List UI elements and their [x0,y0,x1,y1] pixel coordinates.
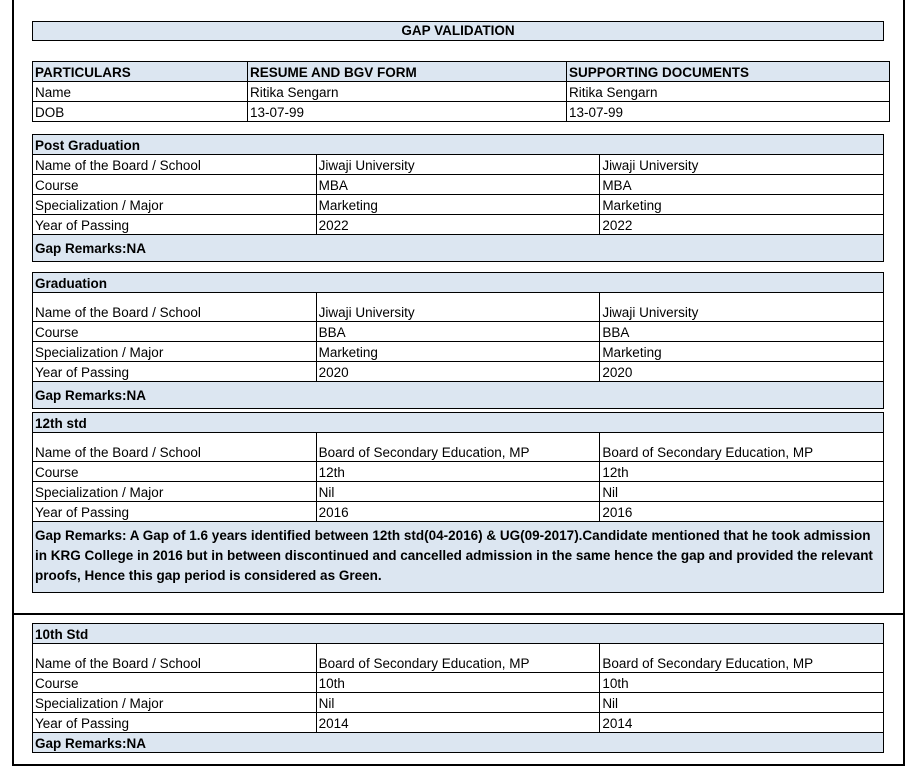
resume-value: Board of Secondary Education, MP [316,644,600,673]
page-break-line [12,613,905,615]
section-title-row [33,135,884,155]
row-label: Year of Passing [33,713,317,733]
docs-value: Nil [600,693,884,713]
row-label: Name of the Board / School [33,155,317,175]
resume-value: Marketing [316,195,600,215]
table-row [33,673,884,693]
row-label: Year of Passing [33,215,317,235]
docs-value: Marketing [600,342,884,362]
section-title-row [33,624,884,644]
table-row [33,502,884,522]
header-row [33,62,890,82]
docs-value: Jiwaji University [600,293,884,322]
resume-value: Nil [316,482,600,502]
gap-remarks-row [33,382,884,409]
resume-value: MBA [316,175,600,195]
row-label: Course [33,462,317,482]
table-row [33,644,884,673]
table-row [33,362,884,382]
table-row [33,693,884,713]
row-label: Course [33,175,317,195]
row-label: Specialization / Major [33,482,317,502]
docs-value: 2014 [600,713,884,733]
graduation-table [32,272,884,409]
docs-value: Marketing [600,195,884,215]
table-row [33,433,884,462]
table-row [33,102,890,122]
resume-value: 2014 [316,713,600,733]
header-particulars: PARTICULARS [33,62,248,82]
twelfth-table [32,412,884,593]
gap-remarks-row [33,235,884,262]
post-graduation-table [32,134,884,262]
resume-value: Board of Secondary Education, MP [316,433,600,462]
docs-value: MBA [600,175,884,195]
resume-value: BBA [316,322,600,342]
row-label: DOB [33,102,248,122]
table-row [33,195,884,215]
row-label: Specialization / Major [33,693,317,713]
docs-value: Jiwaji University [600,155,884,175]
table-row [33,215,884,235]
table-row [33,462,884,482]
section-title-row [33,273,884,293]
header-supporting: SUPPORTING DOCUMENTS [567,62,890,82]
resume-value: Marketing [316,342,600,362]
docs-value: 2022 [600,215,884,235]
resume-value: 12th [316,462,600,482]
resume-value: Nil [316,693,600,713]
row-label: Year of Passing [33,362,317,382]
table-row [33,342,884,362]
row-label: Course [33,322,317,342]
personal-table [32,61,890,122]
docs-value: 2016 [600,502,884,522]
section-title: 10th Std [33,624,884,644]
table-row [33,82,890,102]
docs-value: 10th [600,673,884,693]
table-row [33,713,884,733]
resume-value: Ritika Sengarn [248,82,567,102]
gap-remarks: Gap Remarks:NA [33,733,884,753]
resume-value: 2016 [316,502,600,522]
docs-value: 13-07-99 [567,102,890,122]
gap-remarks-row [33,522,884,593]
section-title: Post Graduation [33,135,884,155]
docs-value: 2020 [600,362,884,382]
docs-value: Board of Secondary Education, MP [600,433,884,462]
gap-remarks-row [33,733,884,753]
tenth-table [32,623,884,753]
section-title: Graduation [33,273,884,293]
gap-remarks: Gap Remarks:NA [33,382,884,409]
row-label: Name of the Board / School [33,293,317,322]
section-title: 12th std [33,413,884,433]
table-row [33,175,884,195]
docs-value: BBA [600,322,884,342]
resume-value: 2022 [316,215,600,235]
table-row [33,322,884,342]
row-label: Name [33,82,248,102]
section-title-row [33,413,884,433]
table-row [33,293,884,322]
row-label: Name of the Board / School [33,433,317,462]
docs-value: 12th [600,462,884,482]
header-resume: RESUME AND BGV FORM [248,62,567,82]
table-row [33,482,884,502]
row-label: Specialization / Major [33,342,317,362]
resume-value: 13-07-99 [248,102,567,122]
docs-value: Ritika Sengarn [567,82,890,102]
row-label: Year of Passing [33,502,317,522]
row-label: Course [33,673,317,693]
row-label: Specialization / Major [33,195,317,215]
docs-value: Nil [600,482,884,502]
row-label: Name of the Board / School [33,644,317,673]
resume-value: Jiwaji University [316,155,600,175]
resume-value: 2020 [316,362,600,382]
gap-remarks: Gap Remarks: A Gap of 1.6 years identified between 12th std(04-2016) & UG(09-2017).Candidate mentioned that he took admission in KRG College in 2016 but in between discontinued and cancelled admission in the same hence the gap and provided the relevant proofs, Hence this gap period is considered as Green. [33,522,884,593]
page-title: GAP VALIDATION [32,21,884,41]
docs-value: Board of Secondary Education, MP [600,644,884,673]
resume-value: Jiwaji University [316,293,600,322]
table-row [33,155,884,175]
resume-value: 10th [316,673,600,693]
gap-remarks: Gap Remarks:NA [33,235,884,262]
